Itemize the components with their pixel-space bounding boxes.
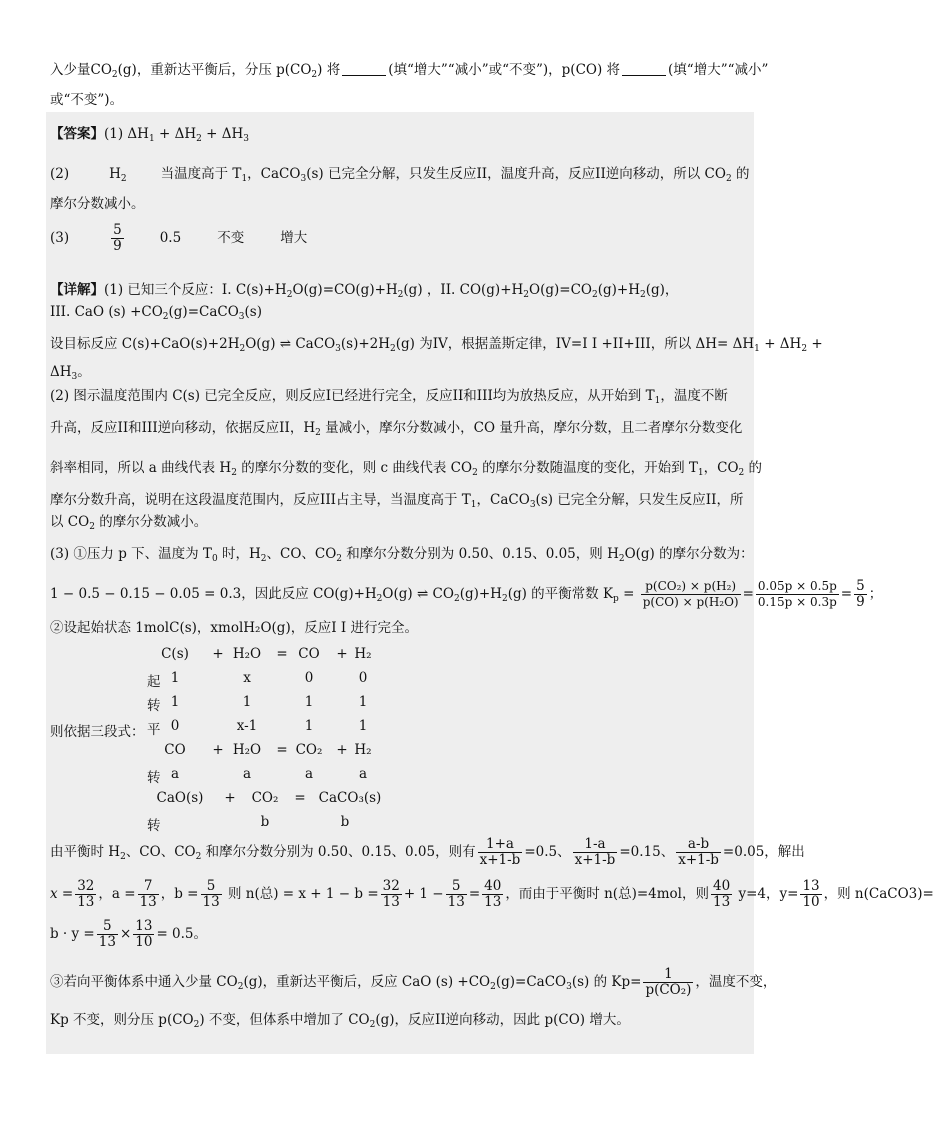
detail-p3-line-2: 1 − 0.5 − 0.15 − 0.05 = 0.3，因此反应 $CO(g)+H_2O(g)$ ⇌ $CO_2(g)+H_2(g)$ 的平衡常数 $K_p$ = $\frac{\text{p(CO₂) × p(H₂)}}{\text{p(CO) × p(H₂O)}}$ = $\frac{0.05p \times 0.5p}{0.15p \times 0.3p}$ = $\frac{5}{9}$ ； xyxy=(50,578,883,610)
detail-p2-line-4: 摩尔分数升高，说明在这段温度范围内，反应III占主导，当温度高于 $T_1$，CaCO$_3$(s) 已完全分解，只发生反应II，所 xyxy=(50,492,744,510)
fraction: $\frac{13}{10}$ xyxy=(135,918,153,950)
fraction: $\frac{1+a}{x+1-b}$ xyxy=(479,836,521,868)
answer-line-3: (3) $\frac{5}{9}$ 0.5 不变 增大 xyxy=(50,222,308,254)
answer-label: 【答案】 xyxy=(50,126,104,142)
detail-p2-line-3: 斜率相同，所以 a 曲线代表 $H_2$ 的摩尔分数的变化，则 c 曲线代表 $CO_2$ 的摩尔分数随温度的变化，开始到 $T_1$，$CO_2$ 的 xyxy=(50,460,763,478)
detail-label: 【详解】 xyxy=(50,282,104,298)
question-line-1: 入少量$CO_2(g)$，重新达平衡后，分压 $p(CO_2)$ 将 (填“增大”“减小”或“不变”)，p(CO) 将 (填“增大”“减小” xyxy=(50,62,769,80)
answer-line-2b: 摩尔分数减小。 xyxy=(50,196,145,212)
detail-p2-line-1: (2) 图示温度范围内 C(s) 已完全反应，则反应I已经进行完全，反应II和III均为放热反应，从开始到 $T_1$，温度不断 xyxy=(50,388,728,406)
document-page: 入少量$CO_2(g)$，重新达平衡后，分压 $p(CO_2)$ 将 (填“增大”“减小”或“不变”)，p(CO) 将 (填“增大”“减小” 或“不变”)。 【答案】(1) $\Delta H_1 + \Delta H_2 + \Delta H_3$ (2) $H_2$ 当温度高于 $T_1$，CaCO$_3$(s) 已完全分解，只发生反应II，温度升高，反应II逆向移动，所以 $CO_2$ 的 摩尔分数减小。 (3) $\frac{5}{9}$ 0.5 不变 增大 【详解】(1) 已知三个反应：I. $C(s)+H_2O(g)=CO(g)+H_2(g)$ ，II. $CO(g)+H_2O(g)=CO_2(g)+H_2(g)$， III. CaO $(s) +CO_2(g)=CaCO_3(s)$ 设目标反应 $C(s)+CaO(s)+2H_2O(g)$ ⇌ $CaCO_3(s)+2H_2(g)$ 为IV，根据盖斯定律，IV=I I +II+III，所以 $\Delta H= \Delta H_1 + \Delta H_2$ + $\Delta H_3$。 (2) 图示温度范围内 C(s) 已完全反应，则反应I已经进行完全，反应II和III均为放热反应，从开始到 $T_1$，温度不断 升高，反应II和III逆向移动，依据反应II，$H_2$ 量减小，摩尔分数减小，CO 量升高，摩尔分数，且二者摩尔分数变化 斜率相同，所以 a 曲线代表 $H_2$ 的摩尔分数的变化，则 c 曲线代表 $CO_2$ 的摩尔分数随温度的变化，开始到 $T_1$，$CO_2$ 的 摩尔分数升高，说明在这段温度范围内，反应III占主导，当温度高于 $T_1$，CaCO$_3$(s) 已完全分解，只发生反应II，所 以 $CO_2$ 的摩尔分数减小。 (3) ①压力 p 下、温度为 $T_0$ 时，$H_2$、CO、$CO_2$ 和摩尔分数分别为 0.50、0.15、0.05，则 $H_2O(g)$ 的摩尔分数为： 1 − 0.5 − 0.15 − 0.05 = 0.3，因此反应 $CO(g)+H_2O(g)$ ⇌ $CO_2(g)+H_2(g)$ 的平衡常数 $K_p$ = $\frac{\text{p(CO₂) × p(H₂)}}{\text{p(CO) × p(H₂O)}}$ = $\frac{0.05p \times 0.5p}{0.15p \times 0.3p}$ = $\frac{5}{9}$ ； ②设起始状态 1molC(s)，xmolH₂O(g)，反应I I 进行完全。 则依据三段式： C(s) + H₂O = CO + H₂ 起 1 x 0 0 转 1 1 1 1 平 0 x-1 1 1 CO + H₂O = CO₂ + H₂ 转 a a a a CaO(s) + CO₂ = CaCO₃(s) 转 b b 由平衡时 $H_2$、CO、$CO_2$ 和摩尔分数分别为 0.50、0.15、0.05，则有 $\frac{1+a}{x+1-b}$ =0.5、 $\frac{1-a}{x+1-b}$ =0.15、 $\frac{a-b}{x+1-b}$ =0.05，解出 x = $\frac{32}{13}$ ，a = $\frac{7}{13}$ ，b = $\frac{5}{13}$ 则 n(总) = x + 1 − b = $\frac{32}{13}$ + 1 − $\frac{5}{13}$ = $\frac{40}{13}$ ，而由于平衡时 n(总)=4mol，则 $\frac{40}{13}$ y=4，y= $\frac{13}{10}$ ，则 n(CaCO3)= b · y = $\frac{5}{13}$ × $\frac{13}{10}$ = 0.5。 ③若向平衡体系中通入少量 $CO_2(g)$，重新达平衡后，反应 CaO $(s) +CO_2(g)=CaCO_3(s)$ 的 Kp= $\frac{1}{\text{p(CO₂)}}$ ，温度不变， Kp 不变，则分压 $p(CO_2)$ 不变，但体系中增加了 $CO_2(g)$，反应II逆向移动，因此 p(CO) 增大。 xyxy=(0,0,800,1132)
fraction: $\frac{32}{13}$ xyxy=(382,878,400,910)
detail-p2-line-2: 升高，反应II和III逆向移动，依据反应II，$H_2$ 量减小，摩尔分数减小，CO 量升高，摩尔分数，且二者摩尔分数变化 xyxy=(50,420,743,438)
kp-fraction: $\frac{\text{p(CO₂) × p(H₂)}}{\text{p(CO) × p(H₂O)}}$ xyxy=(642,579,739,609)
detail-p5-line-1: ③若向平衡体系中通入少量 $CO_2(g)$，重新达平衡后，反应 CaO $(s) +CO_2(g)=CaCO_3(s)$ 的 Kp= $\frac{1}{\text{p(CO₂)}}$ ，温度不变， xyxy=(50,966,777,998)
fraction: $\frac{1}{\text{p(CO₂)}}$ xyxy=(645,966,692,998)
detail-line-2: III. CaO $(s) +CO_2(g)=CaCO_3(s)$ xyxy=(50,304,262,322)
fraction: $\frac{5}{13}$ xyxy=(202,878,220,910)
question-line-2: 或“不变”)。 xyxy=(50,92,124,108)
fraction: $\frac{32}{13}$ xyxy=(77,878,95,910)
answer-line-1: 【答案】(1) $\Delta H_1 + \Delta H_2 + \Delta H_3$ xyxy=(50,126,249,144)
fraction: $\frac{7}{13}$ xyxy=(139,878,157,910)
fraction: $\frac{40}{13}$ xyxy=(712,878,731,910)
detail-p3-line-3: ②设起始状态 1molC(s)，xmolH₂O(g)，反应I I 进行完全。 xyxy=(50,620,418,636)
detail-p5-line-2: Kp 不变，则分压 $p(CO_2)$ 不变，但体系中增加了 $CO_2(g)$，反应II逆向移动，因此 p(CO) 增大。 xyxy=(50,1012,630,1030)
detail-line-3: 设目标反应 $C(s)+CaO(s)+2H_2O(g)$ ⇌ $CaCO_3(s)+2H_2(g)$ 为IV，根据盖斯定律，IV=I I +II+III，所以 $\Delta H= \Delta H_1 + \Delta H_2$ + xyxy=(50,336,823,354)
kp-result: $\frac{5}{9}$ xyxy=(856,578,865,610)
answer-blank xyxy=(342,61,386,76)
fraction: $\frac{13}{10}$ xyxy=(802,878,820,910)
fraction: $\frac{5}{13}$ xyxy=(447,878,465,910)
detail-p4-line-2: x = $\frac{32}{13}$ ，a = $\frac{7}{13}$ ，b = $\frac{5}{13}$ 则 n(总) = x + 1 − b = $\frac{32}{13}$ + 1 − $\frac{5}{13}$ = $\frac{40}{13}$ ，而由于平衡时 n(总)=4mol，则 $\frac{40}{13}$ y=4，y= $\frac{13}{10}$ ，则 n(CaCO3)= xyxy=(50,878,934,910)
fraction: $\frac{5}{9}$ xyxy=(113,222,122,254)
detail-p4-line-1: 由平衡时 $H_2$、CO、$CO_2$ 和摩尔分数分别为 0.50、0.15、0.05，则有 $\frac{1+a}{x+1-b}$ =0.5、 $\frac{1-a}{x+1-b}$ =0.15、 $\frac{a-b}{x+1-b}$ =0.05，解出 xyxy=(50,836,805,868)
detail-line-4: $\Delta H_3$。 xyxy=(50,364,91,382)
kp-fraction-values: $\frac{0.05p \times 0.5p}{0.15p \times 0.3p}$ xyxy=(757,579,837,609)
fraction: $\frac{40}{13}$ xyxy=(484,878,502,910)
detail-line-1: 【详解】(1) 已知三个反应：I. $C(s)+H_2O(g)=CO(g)+H_2(g)$ ，II. $CO(g)+H_2O(g)=CO_2(g)+H_2(g)$， xyxy=(50,282,679,300)
detail-p4-line-3: b · y = $\frac{5}{13}$ × $\frac{13}{10}$ = 0.5。 xyxy=(50,918,208,950)
answer-blank xyxy=(622,61,666,76)
fraction: $\frac{5}{13}$ xyxy=(98,918,116,950)
detail-p3-line-1: (3) ①压力 p 下、温度为 $T_0$ 时，$H_2$、CO、$CO_2$ 和摩尔分数分别为 0.50、0.15、0.05，则 $H_2O(g)$ 的摩尔分数为： xyxy=(50,546,754,564)
three-stage-label: 则依据三段式： xyxy=(50,724,145,740)
detail-p2-line-5: 以 $CO_2$ 的摩尔分数减小。 xyxy=(50,514,208,532)
answer-line-2: (2) $H_2$ 当温度高于 $T_1$，CaCO$_3$(s) 已完全分解，只发生反应II，温度升高，反应II逆向移动，所以 $CO_2$ 的 xyxy=(50,166,750,184)
fraction: $\frac{1-a}{x+1-b}$ xyxy=(574,836,616,868)
fraction: $\frac{a-b}{x+1-b}$ xyxy=(678,836,719,868)
